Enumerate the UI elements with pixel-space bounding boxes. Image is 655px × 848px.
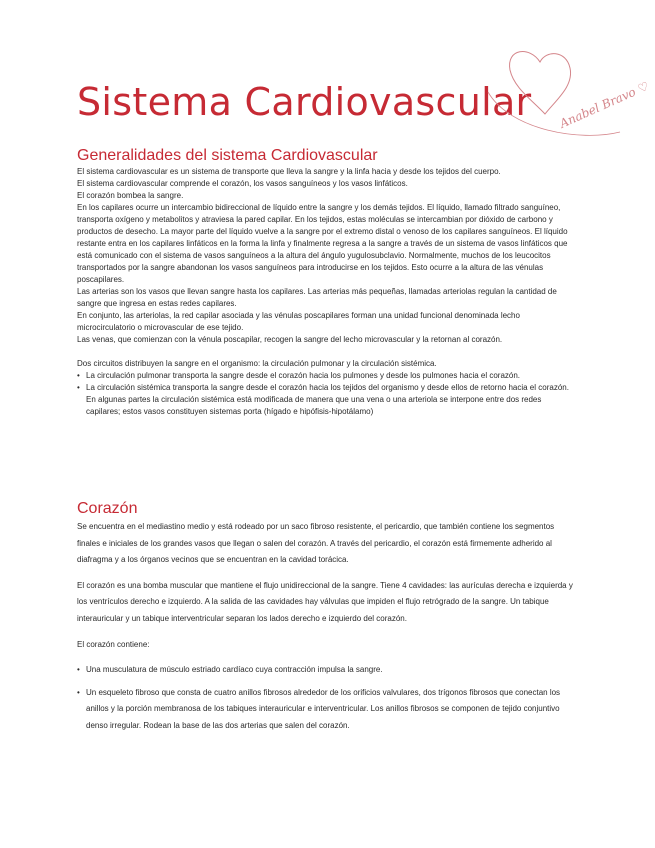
heart-signature-decoration bbox=[470, 40, 655, 150]
paragraph: El sistema cardiovascular es un sistema de transporte que lleva la sangre y la linfa hacia y desde los tejidos del cuerpo. bbox=[77, 167, 501, 176]
paragraph: Se encuentra en el mediastino medio y está rodeado por un saco fibroso resistente, el pericardio, que también contiene los segmentos finales e iniciales de los grandes vasos que llegan o salen del corazón. A través del pericardio, el corazón está firmemente adherido al diafragma y a los órganos vecinos que se encuentran en la cavidad torácica. bbox=[77, 522, 555, 565]
section-heading-corazon: Corazón bbox=[77, 500, 138, 517]
list-item: • Una musculatura de músculo estriado cardíaco cuya contracción impulsa la sangre. bbox=[77, 662, 577, 679]
paragraph: El sistema cardiovascular comprende el corazón, los vasos sanguíneos y los vasos linfáticos. bbox=[77, 179, 408, 188]
paragraph: El corazón es una bomba muscular que mantiene el flujo unidireccional de la sangre. Tiene 4 cavidades: las aurículas derecha e izquierda y los ventrículos derecho e izquierdo. A la salida de las cavidades hay válvulas que impiden el flujo retrógrado de la sangre. Un tabique interauricular y un tabique interventricular separan los lados derecho e izquierdo del corazón. bbox=[77, 580, 573, 623]
paragraph: El corazón bombea la sangre. bbox=[77, 191, 184, 200]
contains-intro: El corazón contiene: bbox=[77, 639, 150, 649]
circuits-intro: Dos circuitos distribuyen la sangre en el organismo: la circulación pulmonar y la circulación sistémica. bbox=[77, 359, 437, 368]
section-generalidades-body bbox=[77, 166, 577, 418]
list-item: • La circulación pulmonar transporta la sangre desde el corazón hacia los pulmones y desde los pulmones hacia el corazón. bbox=[77, 370, 577, 382]
list-item: • La circulación sistémica transporta la sangre desde el corazón hacia los tejidos del organismo y desde ellos de retorno hacia el corazón. En algunas partes la circulación sistémica está modificada de manera que una vena o una arteriola se interpone entre dos redes capilares; estos vasos constituyen sistemas porta (hígado e hipófisis-hipotálamo) bbox=[77, 382, 577, 418]
list-item: • Un esqueleto fibroso que consta de cuatro anillos fibrosos alrededor de los orificios valvulares, dos trígonos fibrosos que conectan los anillos y la porción membranosa de los tabiques interauricular e interventricular. Los anillos fibrosos se componen de tejido conjuntivo denso irregular. Rodean la base de las dos arterias que salen del corazón. bbox=[77, 685, 577, 735]
circuits-list bbox=[77, 370, 577, 418]
signature: Anabel Bravo ♡ bbox=[557, 78, 652, 131]
heart-contents-list bbox=[77, 662, 577, 734]
section-corazon-body bbox=[77, 519, 577, 741]
spacer bbox=[77, 346, 577, 358]
paragraph: En los capilares ocurre un intercambio bidireccional de líquido entre la sangre y los demás tejidos. El líquido, llamado filtrado sanguíneo, transporta oxígeno y metabolitos y atraviesa la pared capilar. En los tejidos, estas moléculas se intercambian por dióxido de carbono y productos de desecho. La mayor parte del líquido vuelve a la sangre por el extremo distal o venoso de los capilares sanguíneos. El líquido restante entra en los capilares linfáticos en la forma la linfa y finalmente regresa a la sangre a través de un sistema de vasos linfáticos que está comunicado con el sistema de vasos sanguíneos a la altura del ángulo yugulosubclavio. Normalmente, muchos de los leucocitos transportados por la sangre abandonan los vasos sanguíneos para introducirse en los tejidos. Esto ocurre a la altura de las vénulas poscapilares. bbox=[77, 203, 568, 284]
heart-outline bbox=[510, 52, 571, 114]
paragraph: Las venas, que comienzan con la vénula poscapilar, recogen la sangre del lecho microvascular y la retornan al corazón. bbox=[77, 335, 503, 344]
paragraph: En conjunto, las arteriolas, la red capilar asociada y las vénulas poscapilares forman una unidad funcional denominada lecho microcirculatorio o microvascular de ese tejido. bbox=[77, 311, 520, 332]
paragraph: Las arterias son los vasos que llevan sangre hasta los capilares. Las arterias más pequeñas, llamadas arteriolas regulan la cantidad de sangre que ingresa en estas redes capilares. bbox=[77, 287, 557, 308]
document-title: Sistema Cardiovascular bbox=[77, 80, 532, 124]
section-heading-generalidades: Generalidades del sistema Cardiovascular bbox=[77, 147, 378, 164]
